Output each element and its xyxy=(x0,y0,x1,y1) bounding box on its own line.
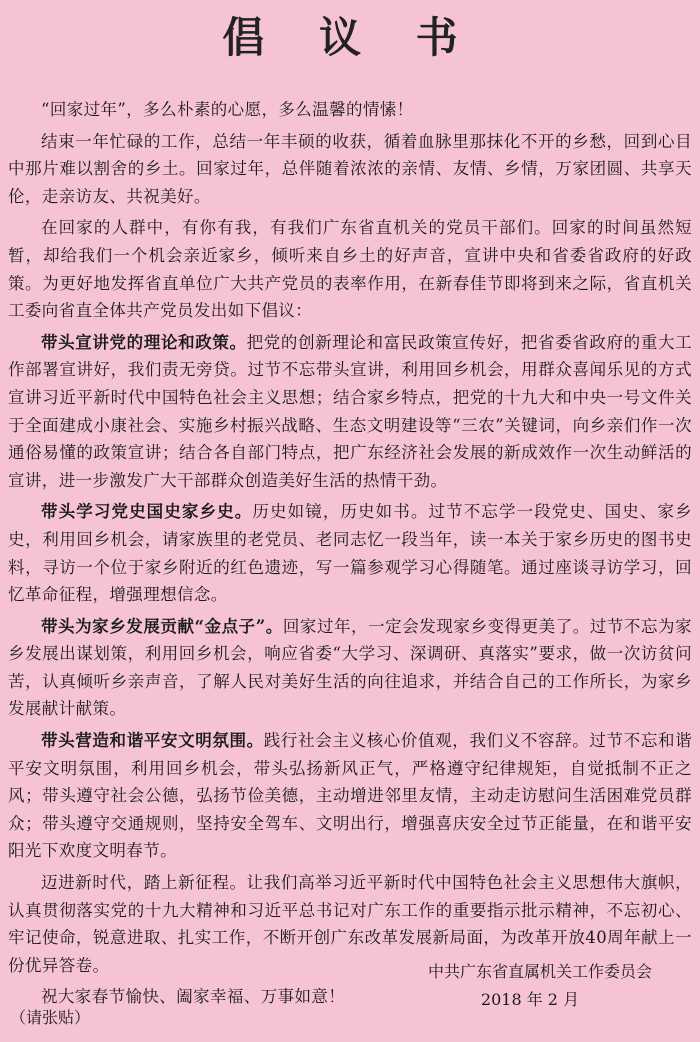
paragraph-text: 把党的创新理论和富民政策宣传好，把省委省政府的重大工作部署宣讲好，我们责无旁贷。过节不忘带头宣讲，利用回乡机会，用群众喜闻乐见的方式宣讲习近平新时代中国特色社会主义思想；结合家乡特点，把党的十九大和中央一号文件关于全面建成小康社会、实施乡村振兴战略、生态文明建设等“三农”关键词，向乡亲们作一次通俗易懂的政策宣讲；结合各自部门特点，把广东经济社会发展的新成效作一次生动鲜活的宣讲，进一步激发广大干部群众创造美好生活的热情干劲。 xyxy=(8,332,692,490)
paragraph-text: 在回家的人群中，有你有我，有我们广东省直机关的党员干部们。回家的时间虽然短暂，却给我们一个机会亲近家乡，倾听来自乡土的好声音，宣讲中央和省委省政府的好政策。为更好地发挥省直单位广大共产党员的表率作用，在新春佳节即将到来之际，省直机关工委向省直全体共产党员发出如下倡议： xyxy=(8,218,692,321)
paragraph-lead: 带头为家乡发展贡献“金点子”。 xyxy=(41,616,283,636)
paragraph xyxy=(8,96,692,124)
posting-note: （请张贴） xyxy=(10,1008,91,1027)
paragraph-lead: 带头学习党史国史家乡史。 xyxy=(41,502,253,522)
signature-org: 中共广东省直属机关工作委员会 xyxy=(427,962,652,981)
paragraph-text: 回家过年，一定会发现家乡变得更美了。过节不忘为家乡发展出谋划策，利用回乡机会，响应省委“大学习、深调研、真落实”要求，做一次访贫问苦，认真倾听乡亲声音，了解人民对美好生活的向往追求，并结合自己的工作所长，为家乡发展献计献策。 xyxy=(8,616,693,719)
paragraph xyxy=(8,613,692,723)
paragraph-text: 历史如镜，历史如书。过节不忘学一段党史、国史、家乡史，利用回乡机会，请家族里的老党员、老同志忆一段当年，读一本关于家乡历史的图书史料，寻访一个位于家乡附近的红色遗迹，写一篇参观学习心得随笔。通过座谈寻访学习，回忆革命征程，增强理想信念。 xyxy=(8,502,692,605)
signature-date: 2018 年 2 月 xyxy=(480,990,580,1009)
paragraph xyxy=(8,329,692,495)
signature-block xyxy=(370,958,670,1014)
document-title: 倡 议 书 xyxy=(222,13,478,62)
document-body xyxy=(8,96,692,1015)
paragraph xyxy=(8,727,692,865)
paragraph-lead: 带头营造和谐平安文明氛围。 xyxy=(41,731,264,751)
paragraph-text: 祝大家春节愉快、阖家幸福、万事如意！ xyxy=(41,987,346,1007)
paragraph xyxy=(8,498,692,608)
paragraph-lead: 带头宣讲党的理论和政策。 xyxy=(41,332,247,352)
paragraph xyxy=(8,214,692,324)
paragraph-text: 迈进新时代，踏上新征程。让我们高举习近平新时代中国特色社会主义思想伟大旗帜，认真贯彻落实党的十九大精神和习近平总书记对广东工作的重要指示批示精神，不忘初心、牢记使命，锐意进取、扎实工作，不断开创广东改革发展新局面，为改革开放40周年献上一份优异答卷。 xyxy=(8,873,692,975)
paragraph-text: 结束一年忙碌的工作，总结一年丰硕的收获，循着血脉里那抹化不开的乡愁，回到心目中那片难以割舍的乡土。回家过年，总伴随着浓浓的亲情、友情、乡情，万家团圆、共享天伦，走亲访友、共祝美好。 xyxy=(8,131,692,206)
paragraph-text: 践行社会主义核心价值观，我们义不容辞。过节不忘和谐平安文明氛围，利用回乡机会，带头弘扬新风正气，严格遵守纪律规矩，自觉抵制不正之风；带头遵守社会公德，弘扬节俭美德，主动增进邻里友情，主动走访慰问生活困难党员群众；带头遵守交通规则，坚持安全驾车、文明出行，增强喜庆安全过节正能量，在和谐平安阳光下欢度文明春节。 xyxy=(8,731,693,861)
paragraph xyxy=(8,128,692,211)
paragraph-text: “回家过年”，多么朴素的心愿，多么温馨的情愫！ xyxy=(41,100,414,119)
